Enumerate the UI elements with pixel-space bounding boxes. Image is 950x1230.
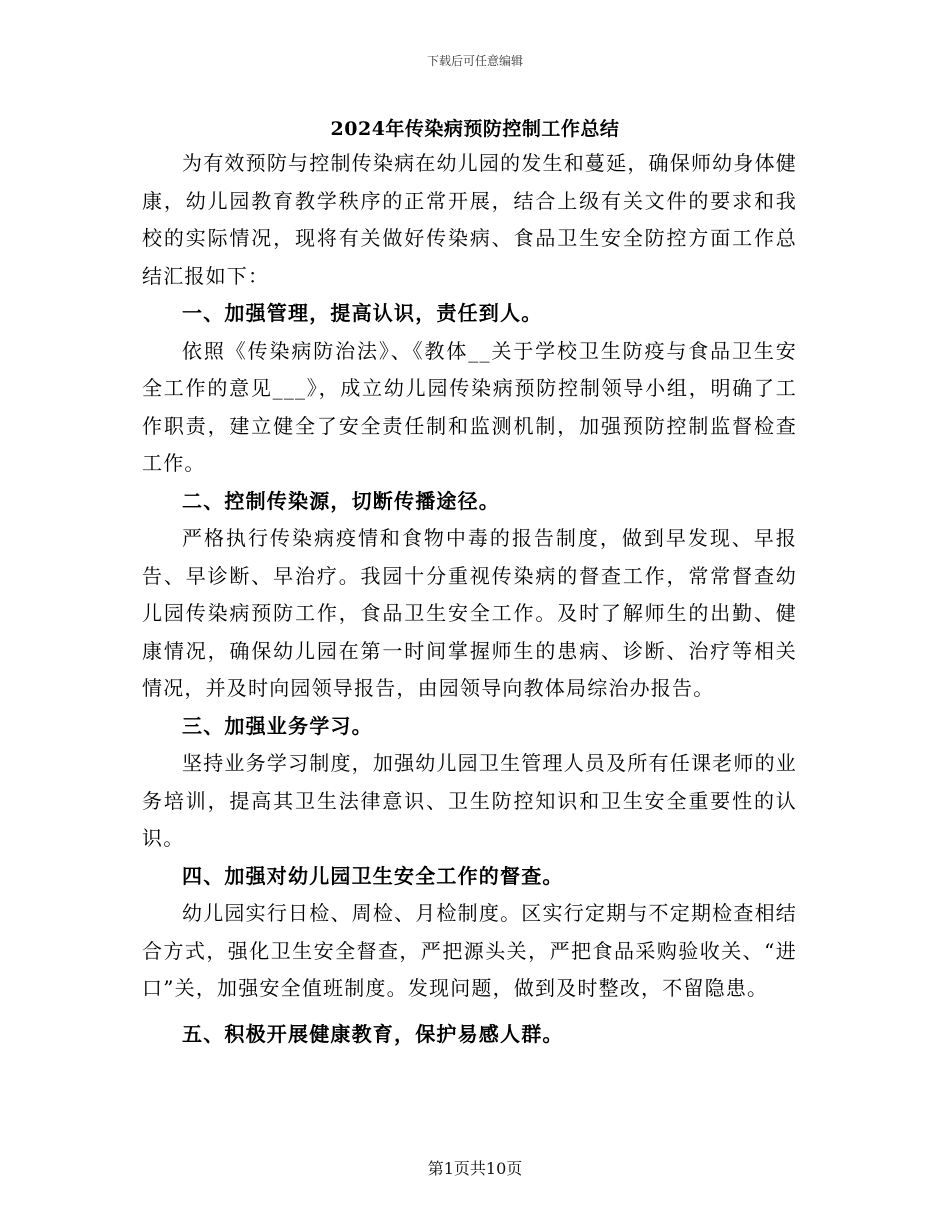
section-1-heading: 一、加强管理，提高认识，责任到人。 bbox=[182, 301, 543, 325]
section-2-heading: 二、控制传染源，切断传播途径。 bbox=[182, 488, 500, 513]
header-note: 下载后可任意编辑 bbox=[426, 54, 523, 68]
section-2-body: 严格执行传染病疫情和食物中毒的报告制度，做到早发现、早报告、早诊断、早治疗。我园十分重视传染病的督查工作，常常督查幼儿园传染病预防工作，食品卫生安全工作。及时了解师生的出勤、健康情况，确保幼儿园在第一时间掌握师生的患病、诊断、治疗等相关情况，并及时向园领导报告，由园领导向教体局综治办报告。 bbox=[142, 526, 797, 700]
document-body bbox=[142, 145, 797, 1053]
section-3-body: 坚持业务学习制度，加强幼儿园卫生管理人员及所有任课老师的业务培训，提高其卫生法律意识、卫生防控知识和卫生安全重要性的认识。 bbox=[142, 751, 797, 850]
section-4-body: 幼儿园实行日检、周检、月检制度。区实行定期与不定期检查相结合方式，强化卫生安全督查，严把源头关，严把食品采购验收关、“进口”关，加强安全值班制度。发现问题，做到及时整改，不留隐患。 bbox=[142, 901, 797, 1000]
document-title: 2024年传染病预防控制工作总结 bbox=[330, 118, 620, 140]
section-1-body: 依照《传染病防治法》、《教体__关于学校卫生防疫与食品卫生安全工作的意见___》，成立幼儿园传染病预防控制领导小组，明确了工作职责，建立健全了安全责任制和监测机制，加强预防控制监督检查工作。 bbox=[142, 338, 797, 475]
section-4-heading: 四、加强对幼儿园卫生安全工作的督查。 bbox=[182, 863, 564, 888]
intro-paragraph: 为有效预防与控制传染病在幼儿园的发生和蔓延，确保师幼身体健康，幼儿园教育教学秩序的正常开展，结合上级有关文件的要求和我校的实际情况，现将有关做好传染病、食品卫生安全防控方面工作总结汇报如下： bbox=[142, 151, 797, 288]
section-3-heading: 三、加强业务学习。 bbox=[182, 713, 373, 738]
page-number-footer: 第1页共10页 bbox=[427, 1159, 523, 1178]
section-5-heading: 五、积极开展健康教育，保护易感人群。 bbox=[182, 1021, 564, 1046]
